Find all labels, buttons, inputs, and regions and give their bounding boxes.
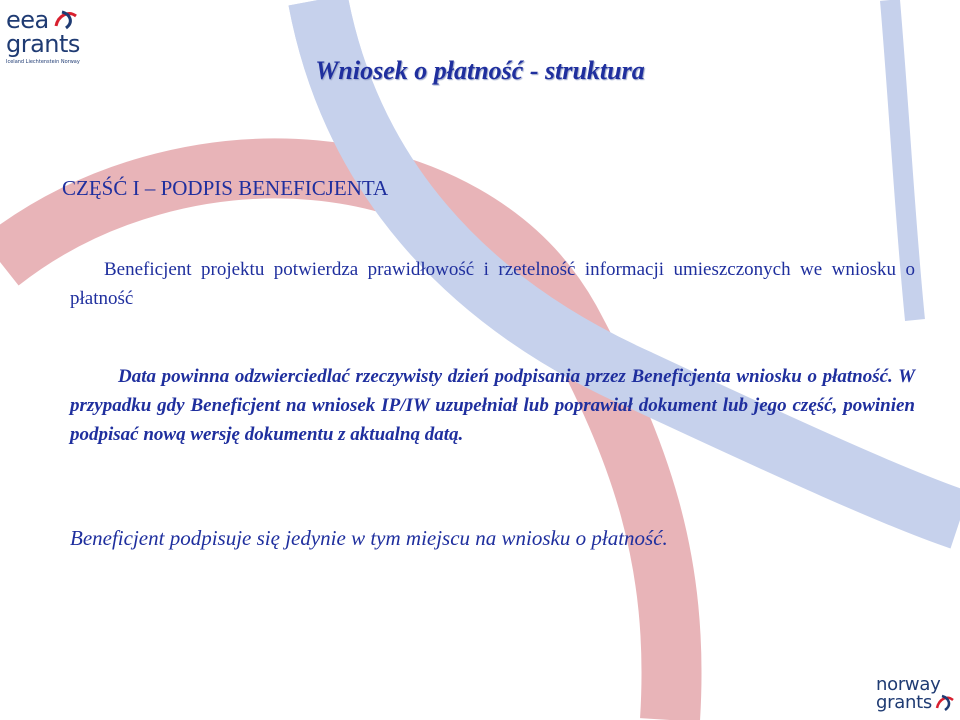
paragraph-date-rule: Data powinna odzwierciedlać rzeczywisty dzień podpisania przez Beneficjenta wniosku o płatność. W przypadku gdy Beneficjent na wniosek IP/IW uzupełniał lub poprawiał dokument lub jego część, powinien podpisać nową wersję dokumentu z aktualną datą. [70,366,915,445]
eea-logo-line1: eea [6,6,49,34]
paragraph-signature-place: Beneficjent podpisuje się jedynie w tym miejscu na wniosku o płatność. [70,526,668,550]
norway-logo-line1: norway [876,674,941,695]
eea-logo-tagline: Iceland Liechtenstein Norway [6,59,80,65]
eea-swirl-icon [52,8,80,30]
slide-title: Wniosek o płatność - struktura [315,56,645,85]
norway-grants-logo [876,676,940,712]
eea-logo-line2: grants [6,30,80,58]
norway-logo-line2: grants [876,692,932,713]
paragraph-confirmation: Beneficjent projektu potwierdza prawidłowość i rzetelność informacji umieszczonych we wniosku o płatność [70,259,915,309]
norway-swirl-icon [934,692,956,714]
section-heading: CZĘŚĆ I – PODPIS BENEFICJENTA [62,176,389,200]
